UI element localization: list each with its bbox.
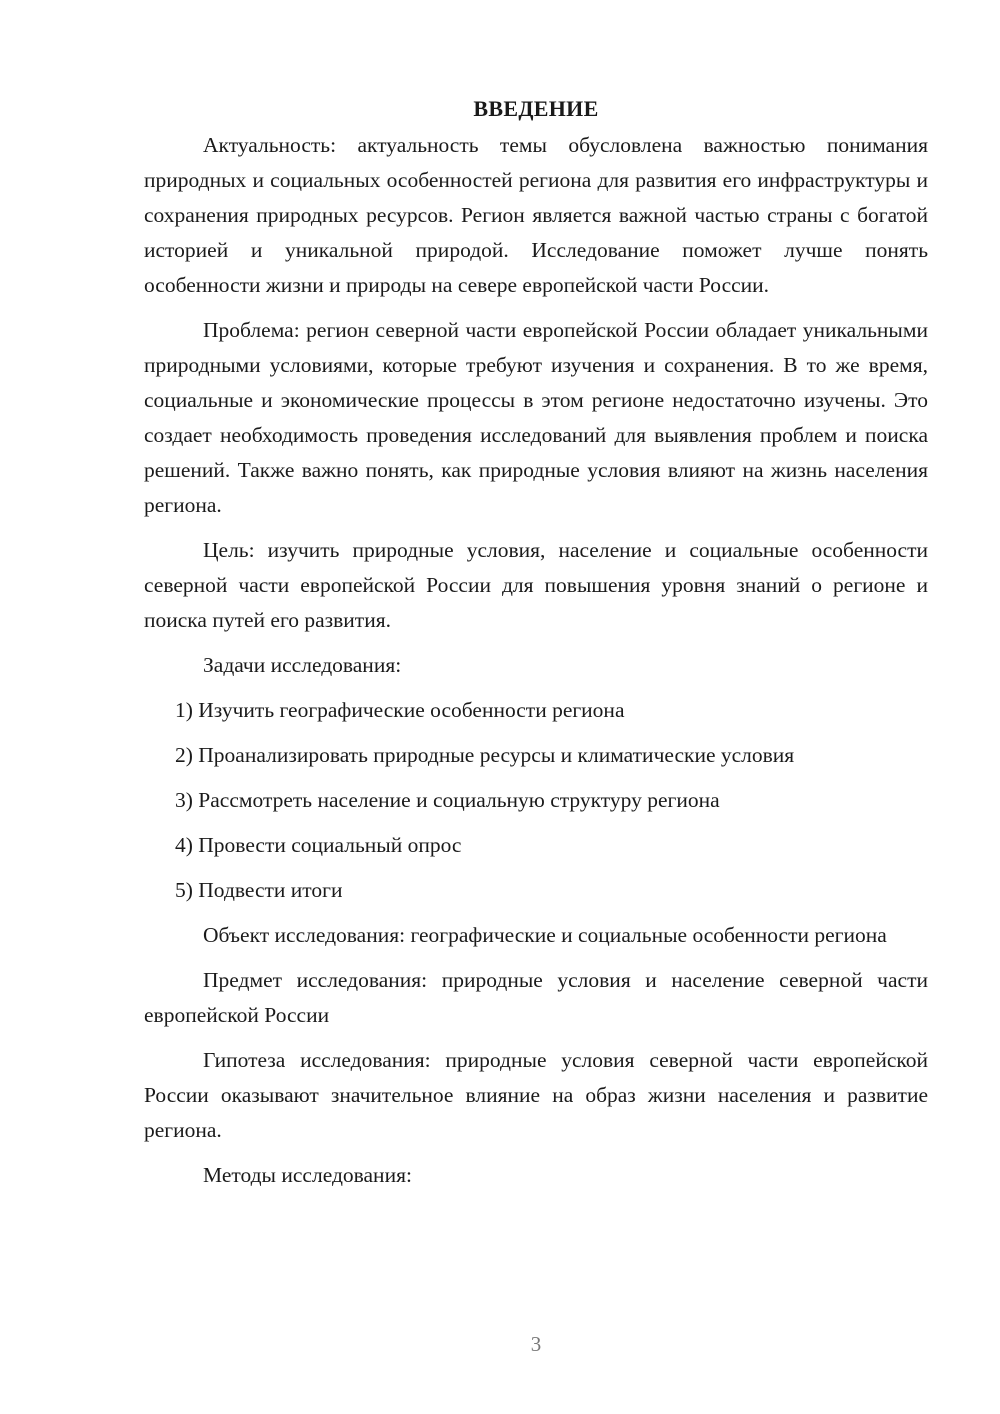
list-item: 2) Проанализировать природные ресурсы и климатические условия — [175, 743, 795, 767]
paragraph-goal: Цель: изучить природные условия, население и социальные особенности северной части европейской России для повышения уровня знаний о регионе и поиска путей его развития. — [144, 538, 928, 632]
paragraph-tasks-heading: Задачи исследования: — [203, 653, 402, 677]
paragraph-problem: Проблема: регион северной части европейской России обладает уникальными природными условиями, которые требуют изучения и сохранения. В то же время, социальные и экономические процессы в этом регионе недостаточно изучены. Это создает необходимость проведения исследований для выявления проблем и поиска решений. Также важно понять, как природные условия влияют на жизнь населения региона. — [144, 318, 928, 517]
list-item: 3) Рассмотреть население и социальную структуру региона — [175, 788, 720, 812]
page-number: 3 — [530, 1332, 542, 1356]
list-item: 5) Подвести итоги — [175, 878, 343, 902]
paragraph-subject: Предмет исследования: природные условия и население северной части европейской России — [144, 968, 928, 1027]
paragraph-relevance: Актуальность: актуальность темы обусловлена важностью понимания природных и социальных особенностей региона для развития его инфраструктуры и сохранения природных ресурсов. Регион является важной частью страны с богатой историей и уникальной природой. Исследование поможет лучше понять особенности жизни и природы на севере европейской части России. — [144, 133, 928, 297]
paragraph-hypothesis: Гипотеза исследования: природные условия северной части европейской России оказывают значительное влияние на образ жизни населения и развитие региона. — [144, 1048, 928, 1142]
section-title: ВВЕДЕНИЕ — [473, 96, 599, 121]
tasks-list — [144, 693, 928, 908]
paragraph-methods: Методы исследования: — [203, 1163, 412, 1187]
list-item: 4) Провести социальный опрос — [175, 833, 462, 857]
list-item: 1) Изучить географические особенности региона — [175, 698, 625, 722]
document-page — [144, 92, 928, 1203]
paragraph-object: Объект исследования: географические и социальные особенности региона — [203, 923, 887, 947]
